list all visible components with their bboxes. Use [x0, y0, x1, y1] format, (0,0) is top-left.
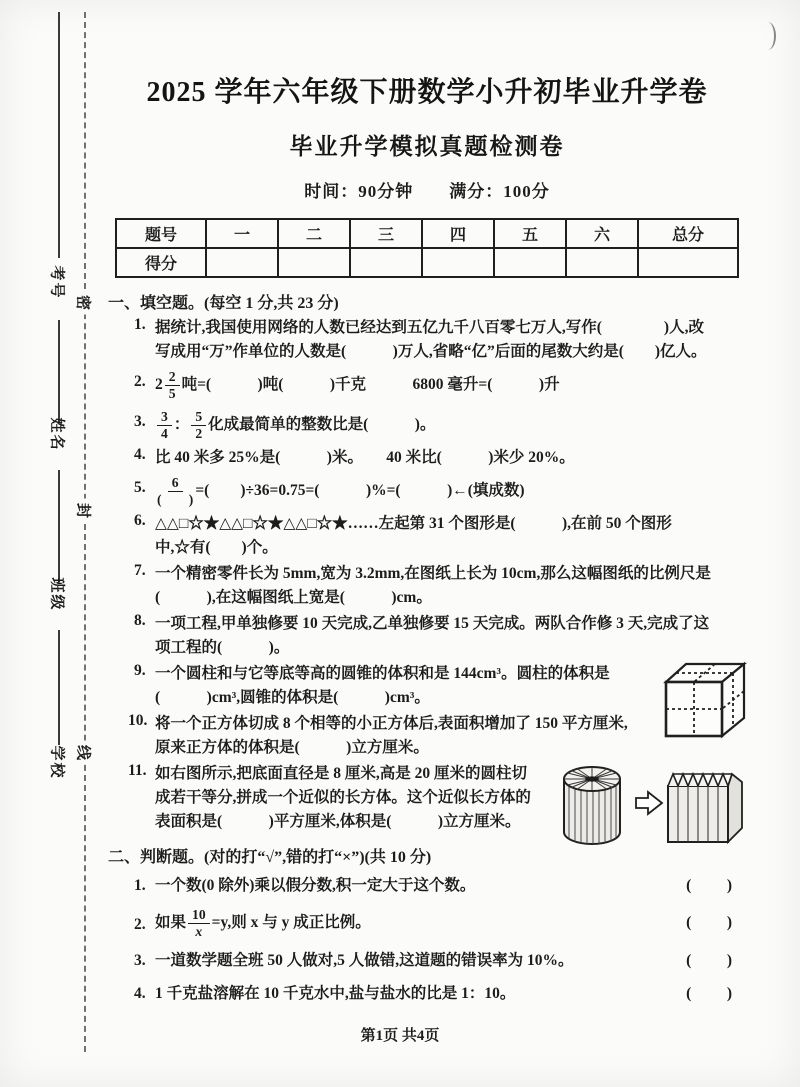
question-text: 如右图所示,把底面直径是 8 厘米,高是 20 厘米的圆柱切 [155, 765, 528, 782]
judge-text [155, 904, 371, 942]
question-number: 4. [134, 446, 146, 463]
score-empty-cell [566, 248, 638, 277]
score-row-label: 得分 [116, 248, 206, 277]
judge-item-1 [106, 871, 748, 900]
score-header-cell: 一 [206, 219, 278, 248]
question-text: 成若干等分,拼成一个近似的长方体。这个近似长方体的 [155, 789, 531, 806]
exam-meta: 时间：90分钟 满分：100分 [304, 182, 550, 201]
score-header-cell: 题号 [116, 219, 206, 248]
answer-parens: ( ) [686, 914, 742, 931]
question-text: 一个精密零件长为 5mm,宽为 3.2mm,在图纸上长为 10cm,那么这幅图纸的比例尺是 [155, 565, 711, 582]
score-empty-cell [638, 248, 738, 277]
score-header-cell: 六 [566, 219, 638, 248]
section1-heading: 一、填空题。(每空 1 分,共 23 分) [108, 295, 339, 312]
question-8 [106, 612, 748, 660]
judge-text: 1 千克盐溶解在 10 千克水中,盐与盐水的比是 1：10。 [155, 985, 516, 1002]
numerator: 6 [168, 476, 183, 492]
arrow-icon [636, 792, 662, 814]
judge-text-pre: 如果 [155, 914, 187, 931]
judge-text-post: =y,则 x 与 y 成正比例。 [211, 914, 371, 931]
question-10 [106, 712, 748, 760]
cylinder-to-prism-figure [550, 762, 748, 850]
question-number: 10. [128, 712, 148, 729]
question-number: 8. [134, 612, 146, 629]
margin-label-exam-no: 考号 [48, 265, 65, 300]
denominator: x [195, 923, 203, 939]
score-header-row [116, 219, 738, 248]
question-text [155, 366, 748, 404]
question-5 [106, 472, 748, 510]
denominator: 4 [161, 425, 168, 441]
margin-line-top [58, 12, 60, 258]
score-table [115, 218, 739, 278]
numerator: 10 [188, 908, 210, 924]
question-number: 7. [134, 562, 146, 579]
cylinder-figure [564, 767, 620, 844]
margin-label-class: 班级 [48, 577, 65, 612]
question-text: 原来正方体的体积是( )立方厘米。 [155, 739, 429, 756]
question-text: 表面积是( )平方厘米,体积是( )立方厘米。 [155, 813, 521, 830]
question-number: 5. [134, 479, 146, 496]
margin-label-name: 姓名 [48, 417, 65, 452]
answer-parens: ( ) [686, 952, 742, 969]
photo-corner-artifact [760, 22, 776, 50]
question-text [155, 406, 748, 444]
page-footer: 第1页 共4页 [360, 1028, 440, 1044]
numerator: 5 [191, 410, 206, 426]
question-text: =( )÷36=0.75=( )%=( )←(填成数) [195, 482, 525, 499]
question-text: 项工程的( )。 [155, 639, 290, 656]
fraction [188, 908, 210, 940]
score-header-cell: 四 [422, 219, 494, 248]
question-number: 1. [134, 877, 146, 894]
question-1 [106, 316, 748, 364]
question-number: 3. [134, 413, 146, 430]
score-empty-cell [350, 248, 422, 277]
question-11 [106, 762, 748, 834]
fraction [157, 476, 193, 508]
answer-parens: ( ) [686, 877, 742, 894]
page-title: 2025 学年六年级下册数学小升初毕业升学卷 [146, 77, 708, 108]
denominator: 2 [195, 425, 203, 441]
judge-item-4 [106, 979, 748, 1008]
question-text: 一个圆柱和与它等底等高的圆锥的体积和是 144cm³。圆柱的体积是 [155, 665, 610, 682]
numerator: 3 [157, 410, 172, 426]
question-number: 3. [134, 952, 146, 969]
question-number: 11. [128, 762, 147, 779]
question-text: △△□☆★△△□☆★△△□☆★……左起第 31 个图形是( ),在前 50 个图形 [155, 515, 672, 532]
page-subtitle: 毕业升学模拟真题检测卷 [289, 134, 565, 159]
seal-dashed-line [84, 12, 86, 1052]
judge-item-3 [106, 946, 748, 975]
fraction [165, 370, 180, 402]
margin-line-3 [58, 630, 60, 745]
exam-content [106, 60, 748, 1012]
fraction [191, 410, 206, 442]
question-text: 据统计,我国使用网络的人数已经达到五亿九千八百零七万人,写作( )人,改 [155, 319, 704, 336]
seal-char-feng: 封 [74, 499, 95, 523]
question-6 [106, 512, 748, 560]
judge-text: 一道数学题全班 50 人做对,5 人做错,这道题的错误率为 10%。 [155, 952, 574, 969]
seal-char-mi: 密 [74, 291, 95, 315]
question-number: 1. [134, 316, 146, 333]
score-empty-cell [494, 248, 566, 277]
question-text [155, 472, 748, 510]
denominator: ( ) [157, 491, 194, 507]
score-empty-cell [278, 248, 350, 277]
question-text: 化成最简单的整数比是( )。 [208, 416, 436, 433]
question-number: 4. [134, 985, 146, 1002]
question-4 [106, 446, 748, 470]
score-empty-cell [422, 248, 494, 277]
judge-text: 一个数(0 除外)乘以假分数,积一定大于这个数。 [155, 877, 476, 894]
score-header-cell: 二 [278, 219, 350, 248]
mixed-number-whole: 2 [155, 376, 163, 393]
question-number: 2. [134, 373, 146, 390]
score-header-cell: 总分 [638, 219, 738, 248]
fraction [157, 410, 172, 442]
section2-heading: 二、判断题。(对的打“√”,错的打“×”)(共 10 分) [108, 849, 432, 866]
question-number: 2. [134, 916, 146, 933]
question-text: ( )cm³,圆锥的体积是( )cm³。 [155, 689, 430, 706]
question-text: 中,☆有( )个。 [155, 539, 278, 556]
numerator: 2 [165, 370, 180, 386]
ratio-colon: ： [173, 416, 190, 433]
question-number: 9. [134, 662, 146, 679]
question-3 [106, 406, 748, 444]
question-number: 6. [134, 512, 146, 529]
question-text: 写成用“万”作单位的人数是( )万人,省略“亿”后面的尾数大约是( )亿人。 [155, 343, 707, 360]
score-header-cell: 三 [350, 219, 422, 248]
margin-label-school: 学校 [48, 745, 65, 780]
question-text: ( ),在这幅图纸上宽是( )cm。 [155, 589, 432, 606]
question-2 [106, 366, 748, 404]
seal-char-xian: 线 [74, 741, 95, 765]
question-text: 一项工程,甲单独修要 10 天完成,乙单独修要 15 天完成。两队合作修 3 天,完成了这 [155, 615, 710, 632]
prism-figure [668, 774, 742, 842]
question-text: 吨=( )吨( )千克 6800 毫升=( )升 [181, 376, 560, 393]
judge-item-2 [106, 904, 748, 942]
question-7 [106, 562, 748, 610]
answer-parens: ( ) [686, 985, 742, 1002]
score-empty-cell [206, 248, 278, 277]
denominator: 5 [168, 385, 176, 401]
score-value-row [116, 248, 738, 277]
score-header-cell: 五 [494, 219, 566, 248]
question-text: 比 40 米多 25%是( )米。 40 米比( )米少 20%。 [155, 449, 575, 466]
question-text: 将一个正方体切成 8 个相等的小正方体后,表面积增加了 150 平方厘米, [155, 715, 628, 732]
question-9 [106, 662, 748, 710]
